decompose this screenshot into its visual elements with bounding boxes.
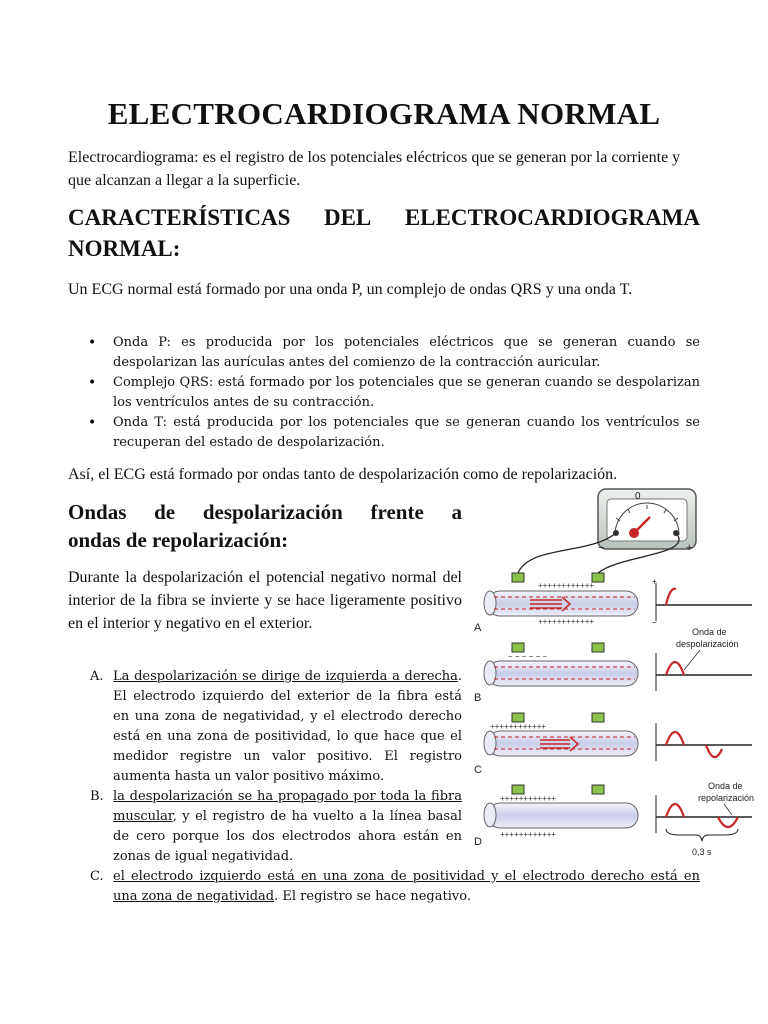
step-marker: A.: [90, 669, 104, 684]
meter-zero-label: 0: [635, 491, 641, 502]
depolarization-figure: [470, 485, 760, 865]
panel-a: [474, 573, 752, 634]
panel-label-a: A: [474, 622, 482, 634]
heading-word: a: [451, 500, 462, 524]
charges-bottom: ++++++++++++: [500, 830, 557, 839]
step-marker: B.: [90, 789, 104, 804]
step-text: . El electrodo izquierdo del exterior de la fibra está en una zona de negatividad, y el electrodo derecho está en una zona de positividad, lo que hace que el medidor registre un valor positivo. El registro aumenta hasta un valor positivo máximo.: [113, 669, 462, 784]
heading-word: ELECTROCARDIOGRAMA: [404, 205, 700, 230]
heading-word: de: [154, 500, 176, 524]
trace-a-wave: [666, 589, 676, 605]
bullet-onda-t: • Onda T: está producida por los potenciales que se generan cuando los ventrículos se recuperan del estado de despolarización.: [68, 413, 700, 453]
step-item-c: [68, 867, 700, 907]
section-heading-caracteristicas: [68, 202, 700, 264]
label-depol-line1: Onda de: [692, 627, 727, 637]
panel-b: [474, 643, 752, 704]
heading-line-2: NORMAL:: [68, 236, 181, 261]
step-underlined-text: La despolarización se dirige de izquierda a derecha: [113, 669, 458, 684]
galvanometer: [518, 489, 696, 573]
depolarization-paragraph: Durante la despolarización el potencial negativo normal del interior de la fibra se invierte y se hace ligeramente positivo en el interior y negativo en el exterior.: [68, 569, 462, 632]
step-marker: C.: [90, 869, 104, 884]
step-text: , y el registro de ha vuelto a la línea basal de cero porque los dos electrodos ahora están en zonas de igual negatividad.: [113, 809, 462, 864]
meter-pivot: [629, 528, 639, 538]
heading-word: frente: [370, 500, 424, 524]
trace-b-wave: [666, 662, 684, 675]
heading-word: despolarización: [202, 500, 343, 524]
step-underlined-text: la despolarización se ha propagado por toda la fibra muscular: [113, 789, 462, 824]
step-item-a: [68, 667, 462, 787]
heading-word: DEL: [323, 205, 372, 230]
time-brace: [666, 829, 738, 841]
wave-bullet-list: [68, 333, 700, 453]
panel-c: [474, 713, 752, 776]
time-label: 0,3 s: [692, 847, 712, 857]
charges-top: ++++++++++++: [490, 722, 547, 731]
step-underlined-text: el electrodo izquierdo está en una zona de positividad y el electrodo derecho está en una zona de negatividad: [113, 869, 700, 904]
summary-paragraph: Así, el ECG está formado por ondas tanto de despolarización como de repolarización.: [68, 466, 618, 483]
step-item-b: [68, 787, 462, 867]
bullet-onda-p: • Onda P: es producida por los potenciales eléctricos que se generan cuando se despolarizan las aurículas antes del comienzo de la contracción auricular.: [68, 333, 700, 373]
panel-label-d: D: [474, 836, 482, 848]
heading-line-2: ondas de repolarización:: [68, 528, 289, 552]
step-text: . El registro se hace negativo.: [274, 889, 471, 904]
trace-d-wave: [666, 804, 738, 827]
charges-top: − − − − − −: [508, 652, 548, 661]
bullet-complejo-qrs: • Complejo QRS: está formado por los potenciales que se generan cuando se despolarizan los ventrículos antes de su contracción.: [68, 373, 700, 413]
panel-label-c: C: [474, 764, 482, 776]
section-heading-ondas: [68, 498, 462, 554]
charges-top: ++++++++++++: [538, 581, 595, 590]
page-title: ELECTROCARDIOGRAMA NORMAL: [107, 96, 661, 131]
trace-plus: +: [652, 577, 657, 586]
ecg-lead-paragraph: Un ECG normal está formado por una onda P, un complejo de ondas QRS y una onda T.: [68, 281, 633, 298]
charges-bottom: ++++++++++++: [538, 617, 595, 626]
heading-word: CARACTERÍSTICAS: [68, 205, 291, 230]
label-depol-line2: despolarización: [676, 639, 739, 649]
meter-plus-label: +: [686, 542, 693, 554]
charges-top: ++++++++++++: [500, 794, 557, 803]
heading-word: Ondas: [68, 500, 127, 524]
panel-label-b: B: [474, 692, 482, 704]
trace-minus: −: [652, 618, 657, 627]
meter-minus-label: −: [598, 542, 605, 554]
label-repol-line2: repolarización: [698, 793, 755, 803]
intro-paragraph: Electrocardiograma: es el registro de los potenciales eléctricos que se generan por la corriente y que alcanzan a llegar a la superficie.: [68, 149, 681, 189]
label-repol-line1: Onda de: [708, 781, 743, 791]
